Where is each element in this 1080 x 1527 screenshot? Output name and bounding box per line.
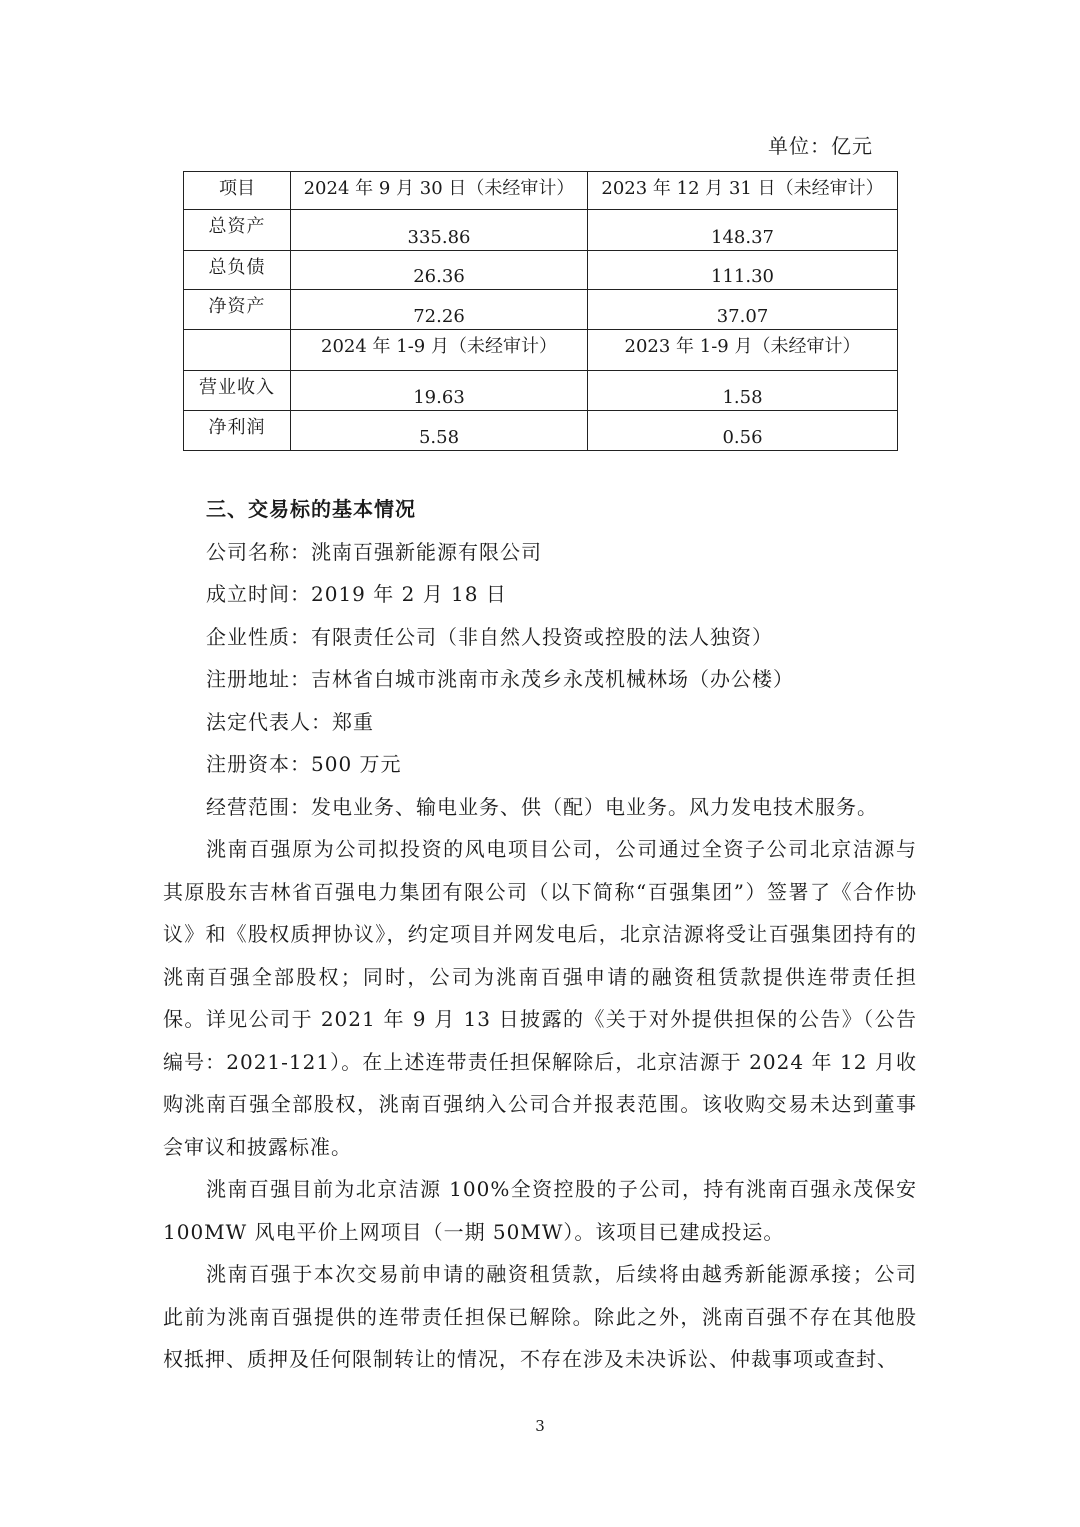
table-cell: 5.58 (291, 411, 588, 451)
table-header-cell: 2024 年 9 月 30 日（未经审计） (291, 172, 588, 210)
table-header-cell: 2023 年 12 月 31 日（未经审计） (588, 172, 898, 210)
table-cell: 19.63 (291, 371, 588, 411)
page-number: 3 (535, 1417, 545, 1435)
table-cell: 335.86 (291, 210, 588, 251)
table-cell: 37.07 (588, 290, 898, 330)
table-cell: 1.58 (588, 371, 898, 411)
row-label: 净资产 (184, 290, 291, 330)
table-header-row (184, 330, 898, 371)
row-label: 总负债 (184, 251, 291, 290)
table-cell: 111.30 (588, 251, 898, 290)
table-header-cell: 项目 (184, 172, 291, 210)
row-label: 总资产 (184, 210, 291, 251)
unit-label: 单位：亿元 (768, 134, 873, 158)
body-text (163, 488, 917, 1381)
table-header-cell (184, 330, 291, 371)
paragraph: 洮南百强原为公司拟投资的风电项目公司，公司通过全资子公司北京洁源与其原股东吉林省百强电力集团有限公司（以下简称“百强集团”）签署了《合作协议》和《股权质押协议》，约定项目并网发电后，北京洁源将受让百强集团持有的洮南百强全部股权；同时，公司为洮南百强申请的融资租赁款提供连带责任担保。详见公司于 2021 年 9 月 13 日披露的《关于对外提供担保的公告》（公告编号：2021-121）。在上述连带责任担保解除后，北京洁源于 2024 年 12 月收购洮南百强全部股权，洮南百强纳入公司合并报表范围。该收购交易未达到董事会审议和披露标准。 (163, 837, 917, 1159)
table-cell: 148.37 (588, 210, 898, 251)
table-row (184, 210, 898, 251)
row-label: 净利润 (184, 411, 291, 451)
field-legal-rep: 法定代表人：郑重 (206, 709, 374, 734)
paragraph: 洮南百强目前为北京洁源 100%全资控股的子公司，持有洮南百强永茂保安 100MW 风电平价上网项目（一期 50MW）。该项目已建成投运。 (163, 1177, 917, 1244)
table-row (184, 371, 898, 411)
field-capital: 注册资本：500 万元 (206, 752, 402, 776)
table-cell: 26.36 (291, 251, 588, 290)
table-cell: 72.26 (291, 290, 588, 330)
table-cell: 0.56 (588, 411, 898, 451)
field-address: 注册地址：吉林省白城市洮南市永茂乡永茂机械林场（办公楼） (206, 667, 794, 691)
table-row (184, 251, 898, 290)
field-established: 成立时间：2019 年 2 月 18 日 (206, 582, 507, 606)
row-label: 营业收入 (184, 371, 291, 411)
table-header-cell: 2023 年 1-9 月（未经审计） (588, 330, 898, 371)
field-nature: 企业性质：有限责任公司（非自然人投资或控股的法人独资） (206, 624, 773, 649)
paragraph: 洮南百强于本次交易前申请的融资租赁款，后续将由越秀新能源承接；公司此前为洮南百强提供的连带责任担保已解除。除此之外，洮南百强不存在其他股权抵押、质押及任何限制转让的情况，不存在涉及未决诉讼、仲裁事项或查封、 (163, 1262, 917, 1371)
table-header-row (184, 172, 898, 210)
table-row (184, 290, 898, 330)
section-title: 三、交易标的基本情况 (206, 497, 416, 521)
table-header-cell: 2024 年 1-9 月（未经审计） (291, 330, 588, 371)
field-company-name: 公司名称：洮南百强新能源有限公司 (206, 539, 542, 564)
field-scope: 经营范围：发电业务、输电业务、供（配）电业务。风力发电技术服务。 (206, 794, 878, 819)
financial-table (183, 171, 898, 451)
table-row (184, 411, 898, 451)
